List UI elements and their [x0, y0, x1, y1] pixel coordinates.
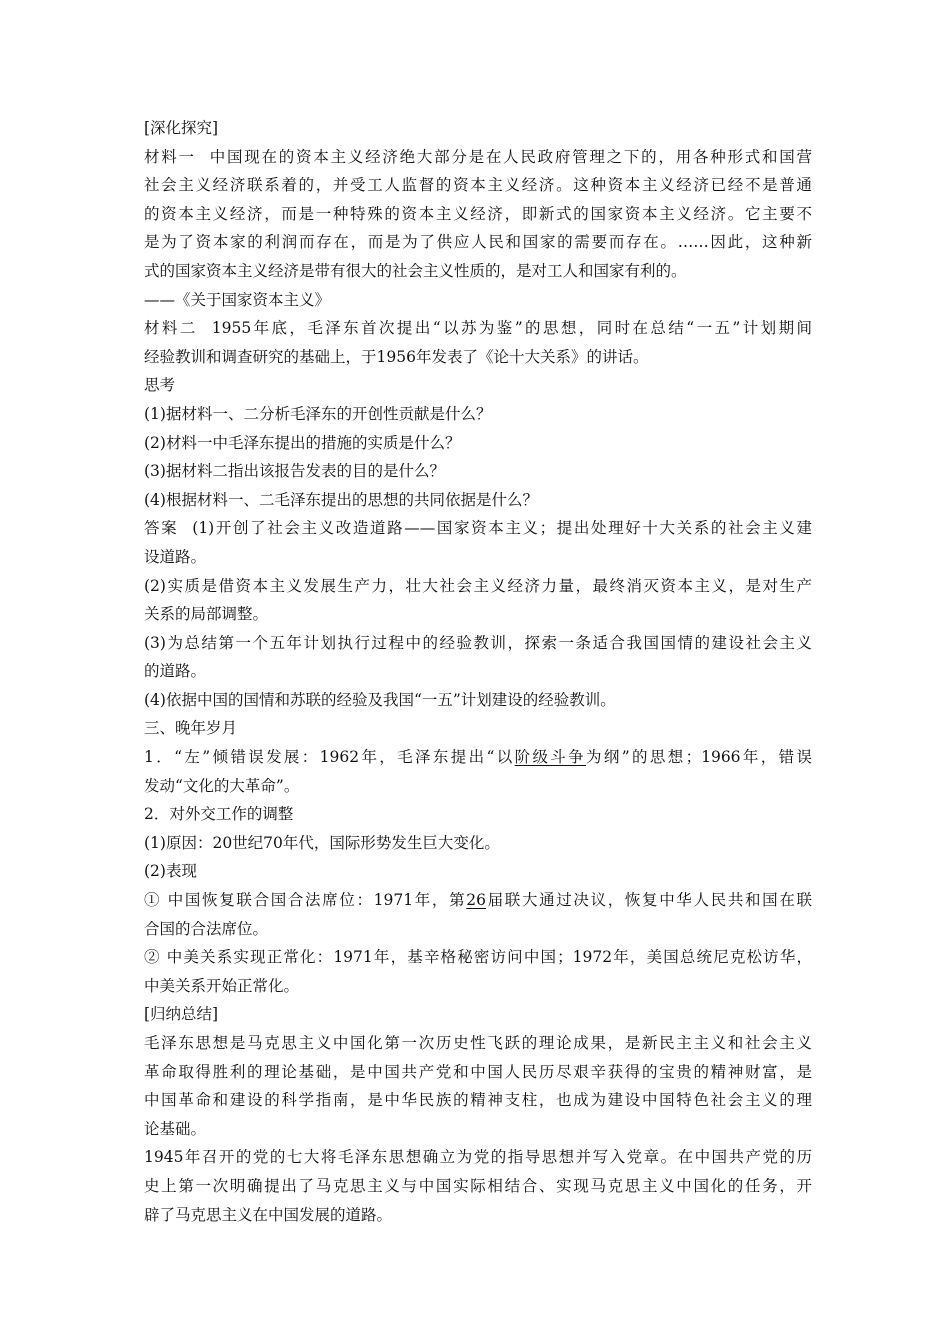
underlined-session-number: 26: [466, 891, 486, 910]
underlined-term: 阶级斗争: [514, 748, 587, 767]
answer-label: 答案: [144, 519, 179, 538]
question-1: (1)据材料一、二分析毛泽东的开创性贡献是什么？: [144, 404, 492, 423]
material-two-line-2: 经验教训和调查研究的基础上，于1956年发表了《论十大关系》的讲话。: [144, 347, 649, 366]
answer-4: (4)依据中国的国情和苏联的经验及我国“一五”计划建设的经验教训。: [144, 690, 616, 709]
material-one-line-5: 式的国家资本主义经济是带有很大的社会主义性质的，是对工人和国家有利的。: [144, 261, 687, 280]
deep-inquiry-header: [深化探究]: [144, 119, 219, 137]
late-item-2-line-1: ② 中美关系实现正常化：1971年，基辛格秘密访问中国；1972年，美国总统尼克松访华，: [144, 948, 812, 967]
question-3: (3)据材料二指出该报告发表的目的是什么？: [144, 462, 445, 481]
summary-1-line-2: 革命取得胜利的理论基础，是中国共产党和中国人民历尽艰辛获得的宝贵的精神财富，是: [144, 1062, 812, 1081]
material-one-line-2: 社会主义经济联系着的，并受工人监督的资本主义经济。这种资本主义经济已经不是普通: [144, 176, 812, 195]
material-one-source: ——《关于国家资本主义》: [144, 290, 331, 309]
answer-3-line-2: 的道路。: [144, 662, 207, 681]
document-page: [144, 114, 812, 1229]
material-two-label: 材料二: [144, 319, 198, 338]
late-reason: (1)原因：20世纪70年代，国际形势发生巨大变化。: [144, 833, 500, 852]
question-4: (4)根据材料一、二毛泽东提出的思想的共同依据是什么？: [144, 490, 538, 509]
late-item-1-line-2: 合国的合法席位。: [144, 919, 269, 938]
answer-3-line-1: (3)为总结第一个五年计划执行过程中的经验教训，探索一条适合我国国情的建设社会主义: [144, 633, 812, 652]
late-point-1-line-2: 发动“文化的大革命”。: [144, 776, 300, 795]
summary-header: [归纳总结]: [144, 1005, 219, 1024]
material-two-line-1: 材料二 1955年底，毛泽东首次提出“以苏为鉴”的思想，同时在总结“一五”计划期间: [144, 319, 812, 338]
summary-1-line-4: 论基础。: [144, 1119, 207, 1138]
summary-1-line-1: 毛泽东思想是马克思主义中国化第一次历史性飞跃的理论成果，是新民主主义和社会主义: [144, 1034, 812, 1052]
summary-2-line-3: 辟了马克思主义在中国发展的道路。: [144, 1205, 393, 1224]
answer-2-line-2: 关系的局部调整。: [144, 605, 269, 624]
late-point-1-line-1: 1．“左”倾错误发展：1962年，毛泽东提出“以阶级斗争为纲”的思想；1966年，错误: [144, 748, 812, 767]
late-item-2-line-2: 中美关系开始正常化。: [144, 976, 300, 995]
answer-2-line-1: (2)实质是借资本主义发展生产力，壮大社会主义经济力量，最终消灭资本主义，是对生产: [144, 576, 812, 595]
late-manifestation: (2)表现: [144, 862, 197, 881]
late-item-1-line-1: ① 中国恢复联合国合法席位：1971年，第26届联大通过决议，恢复中华人民共和国在联: [144, 891, 812, 910]
think-title: 思考: [144, 376, 176, 395]
material-one-line-3: 的资本主义经济，而是一种特殊的资本主义经济，即新式的国家资本主义经济。它主要不: [144, 204, 812, 223]
answer-1-line-2: 设道路。: [144, 547, 207, 566]
late-point-2: 2．对外交工作的调整: [144, 805, 294, 824]
material-one-label: 材料一: [144, 147, 196, 166]
material-one-line-4: 是为了资本家的利润而存在，而是为了供应人民和国家的需要而存在。……因此，这种新: [144, 233, 812, 252]
section-late-years-title: 三、晚年岁月: [144, 719, 238, 738]
answer-1-line-1: 答案 (1)开创了社会主义改造道路——国家资本主义；提出处理好十大关系的社会主义建: [144, 519, 812, 538]
summary-2-line-1: 1945年召开的党的七大将毛泽东思想确立为党的指导思想并写入党章。在中国共产党的历: [144, 1148, 812, 1167]
summary-2-line-2: 史上第一次明确提出了马克思主义与中国实际相结合、实现马克思主义中国化的任务，开: [144, 1176, 812, 1195]
material-one-line-1: 材料一 中国现在的资本主义经济绝大部分是在人民政府管理之下的，用各种形式和国营: [144, 147, 812, 166]
question-2: (2)材料一中毛泽东提出的措施的实质是什么？: [144, 433, 461, 452]
summary-1-line-3: 中国革命和建设的科学指南，是中华民族的精神支柱，也成为建设中国特色社会主义的理: [144, 1091, 812, 1110]
